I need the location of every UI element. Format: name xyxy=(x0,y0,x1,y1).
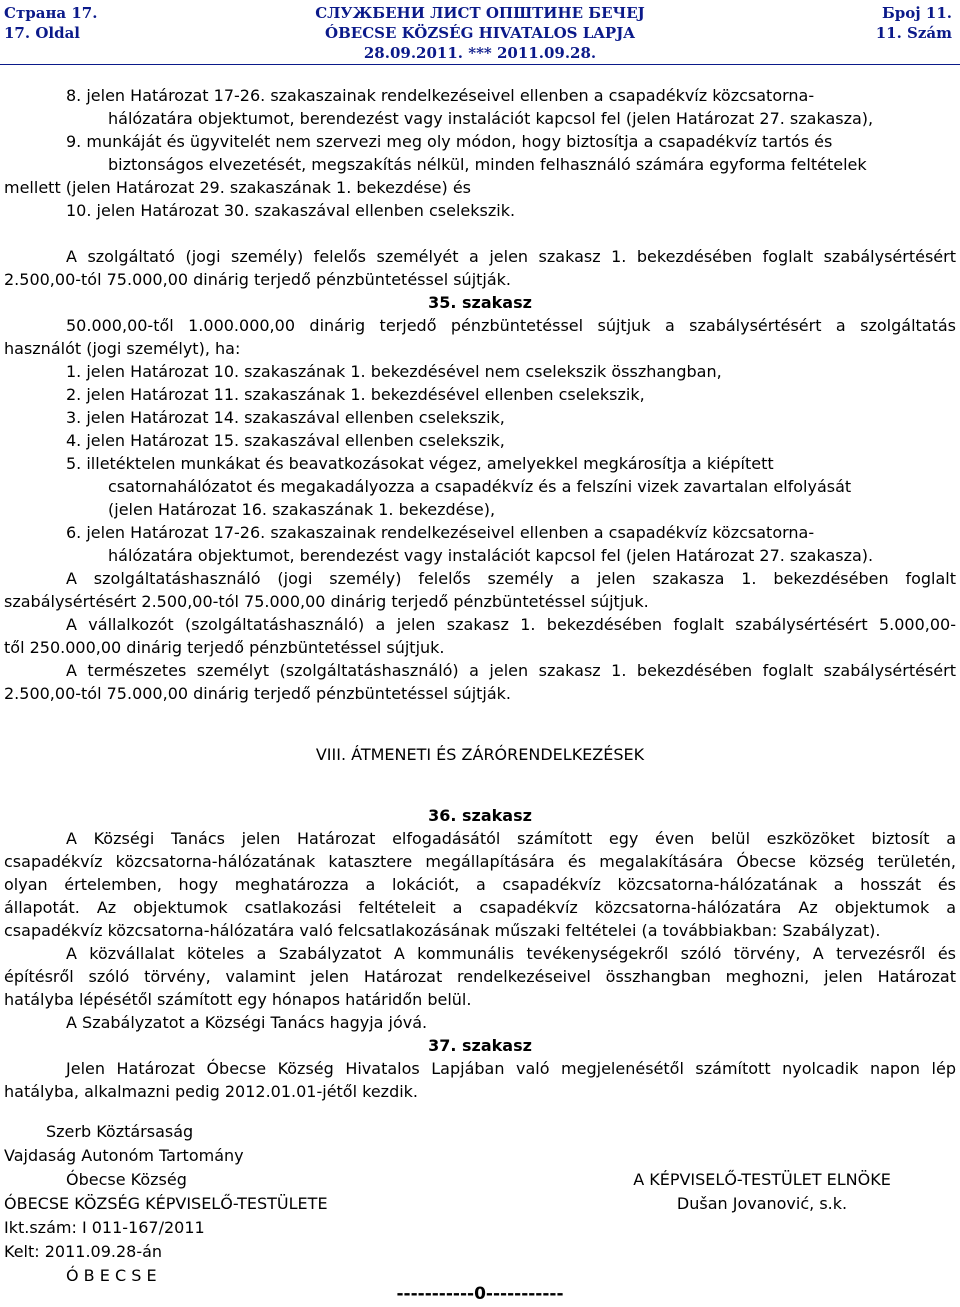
list-item-cont: (jelen Határozat 16. szakaszának 1. bekezdése), xyxy=(108,500,496,519)
paragraph: építésről szóló törvény, valamint jelen Határozat rendelkezéseivel összhangban meghozni, jelen Határozat xyxy=(4,967,956,986)
header-date: 28.09.2011. *** 2011.09.28. xyxy=(363,44,597,62)
header-issue-sr: Број 11. xyxy=(881,4,952,22)
paragraph: 50.000,00-től 1.000.000,00 dinárig terjedő pénzbüntetéssel sújtjuk a szabálysértésért a szolgáltatás xyxy=(66,316,956,335)
list-item: 10. jelen Határozat 30. szakaszával ellenben cselekszik. xyxy=(66,201,516,220)
paragraph: A szolgáltató (jogi személy) felelős személyét a jelen szakasz 1. bekezdésében foglalt szabálysértésért xyxy=(66,247,956,266)
header-page-sr: Страна 17. xyxy=(4,4,98,22)
paragraph: állapotát. Az objektumok csatlakozási feltételeit a csapadékvíz közcsatorna-hálózatára Az objektumok a xyxy=(4,898,956,917)
reference-number: Ikt.szám: I 011-167/2011 xyxy=(4,1218,205,1237)
signature-signer xyxy=(632,1168,892,1216)
paragraph: A szolgáltatáshasználó (jogi személy) felelős személy a jelen szakasza 1. bekezdésében foglalt xyxy=(66,569,956,588)
signature-issuer xyxy=(4,1120,328,1288)
paragraph: 2.500,00-tól 75.000,00 dinárig terjedő pénzbüntetéssel sújtják. xyxy=(4,684,512,703)
header-title-sr: СЛУЖБЕНИ ЛИСТ ОПШТИНЕ БЕЧЕЈ xyxy=(315,4,645,22)
issue-date: Kelt: 2011.09.28-án xyxy=(4,1242,163,1261)
paragraph: Jelen Határozat Óbecse Község Hivatalos Lapjában való megjelenésétől számított nyolcadik napon lép xyxy=(66,1059,956,1078)
list-item: 3. jelen Határozat 14. szakaszával ellenben cselekszik, xyxy=(66,408,505,427)
issue-place: Ó B E C S E xyxy=(66,1266,157,1285)
paragraph: től 250.000,00 dinárig terjedő pénzbüntetéssel sújtjuk. xyxy=(4,638,445,657)
paragraph: olyan értelemben, hogy meghatározza a lokációt, a csapadékvíz közcsatorna-hálózatának a hosszát és xyxy=(4,875,956,894)
list-item: 5. illetéktelen munkákat és beavatkozásokat végez, amelyekkel megkárosítja a kiépített xyxy=(66,454,774,473)
document-body xyxy=(4,84,956,1103)
section-heading-36: 36. szakasz xyxy=(428,806,532,825)
paragraph: A vállalkozót (szolgáltatáshasználó) a jelen szakasz 1. bekezdésében foglalt szabálysértésért 5.000,00- xyxy=(66,615,956,634)
header-center xyxy=(0,3,960,63)
issuer-line: Szerb Köztársaság xyxy=(46,1122,194,1141)
list-item-cont: csatornahálózatot és megakadályozza a csapadékvíz és a felszíni vizek zavartalan elfolyását xyxy=(108,477,852,496)
paragraph: 2.500,00-tól 75.000,00 dinárig terjedő pénzbüntetéssel sújtják. xyxy=(4,270,512,289)
end-mark: -----------0----------- xyxy=(396,1284,564,1304)
paragraph: hatályba, alkalmazni pedig 2012.01.01-jétől kezdik. xyxy=(4,1082,419,1101)
paragraph: használót (jogi személyt), ha: xyxy=(4,339,241,358)
issuer-line: Óbecse Község xyxy=(66,1170,187,1189)
section-heading-35: 35. szakasz xyxy=(428,293,532,312)
list-item: 1. jelen Határozat 10. szakaszának 1. bekezdésével nem cselekszik összhangban, xyxy=(66,362,722,381)
section-heading-37: 37. szakasz xyxy=(428,1036,532,1055)
list-item: 9. munkáját és ügyvitelét nem szervezi meg oly módon, hogy biztosítja a csapadékvíz tartós és xyxy=(66,132,833,151)
paragraph: A természetes személyt (szolgáltatáshasználó) a jelen szakasz 1. bekezdésében foglalt szabálysértésért xyxy=(66,661,956,680)
paragraph: szabálysértésért 2.500,00-tól 75.000,00 dinárig terjedő pénzbüntetéssel sújtjuk. xyxy=(4,592,649,611)
header-page-hu: 17. Oldal xyxy=(4,24,80,42)
paragraph: A közvállalat köteles a Szabályzatot A kommunális tevékenységekről szóló törvény, A tervezésről és xyxy=(66,944,956,963)
list-item: 2. jelen Határozat 11. szakaszának 1. bekezdésével ellenben cselekszik, xyxy=(66,385,645,404)
header-issue-hu: 11. Szám xyxy=(875,24,952,42)
list-item: 4. jelen Határozat 15. szakaszával ellenben cselekszik, xyxy=(66,431,505,450)
header-title-hu: ÓBECSE KÖZSÉG HIVATALOS LAPJA xyxy=(325,24,635,42)
list-item-cont: hálózatára objektumot, berendezést vagy instalációt kapcsol fel (jelen Határozat 27. szakasza). xyxy=(108,546,874,565)
list-item: 8. jelen Határozat 17-26. szakaszainak rendelkezéseivel ellenben a csapadékvíz közcsatorna- xyxy=(66,86,815,105)
paragraph: csapadékvíz közcsatorna-hálózatának katasztere megállapítására és megalakítására Óbecse község területén, xyxy=(4,852,956,871)
paragraph: csapadékvíz közcsatorna-hálózatára való felcsatlakozásának műszaki feltételei (a továbbiakban: Szabályzat). xyxy=(4,921,881,940)
issuer-line: ÓBECSE KÖZSÉG KÉPVISELŐ-TESTÜLETE xyxy=(4,1194,328,1213)
issuer-line: Vajdaság Autonóm Tartomány xyxy=(4,1146,244,1165)
chapter-heading: VIII. ÁTMENETI ÉS ZÁRÓRENDELKEZÉSEK xyxy=(315,745,645,764)
signer-name: Dušan Jovanović, s.k. xyxy=(676,1194,848,1213)
list-item-cont: mellett (jelen Határozat 29. szakaszának 1. bekezdése) és xyxy=(4,178,472,197)
paragraph: A Községi Tanács jelen Határozat elfogadásától számított egy éven belül eszközöket biztosít a xyxy=(66,829,956,848)
list-item-cont: hálózatára objektumot, berendezést vagy instalációt kapcsol fel (jelen Határozat 27. szakasza), xyxy=(108,109,874,128)
header-right xyxy=(876,3,952,43)
page-header xyxy=(0,0,960,62)
header-rule xyxy=(0,64,960,65)
list-item-cont: biztonságos elvezetését, megszakítás nélkül, minden felhasználó számára egyforma feltételek xyxy=(108,155,867,174)
list-item: 6. jelen Határozat 17-26. szakaszainak rendelkezéseivel ellenben a csapadékvíz közcsatorna- xyxy=(66,523,815,542)
paragraph: hatályba lépésétől számított egy hónapos határidőn belül. xyxy=(4,990,472,1009)
signer-title: A KÉPVISELŐ-TESTÜLET ELNÖKE xyxy=(633,1170,891,1189)
paragraph: A Szabályzatot a Községi Tanács hagyja jóvá. xyxy=(66,1013,428,1032)
